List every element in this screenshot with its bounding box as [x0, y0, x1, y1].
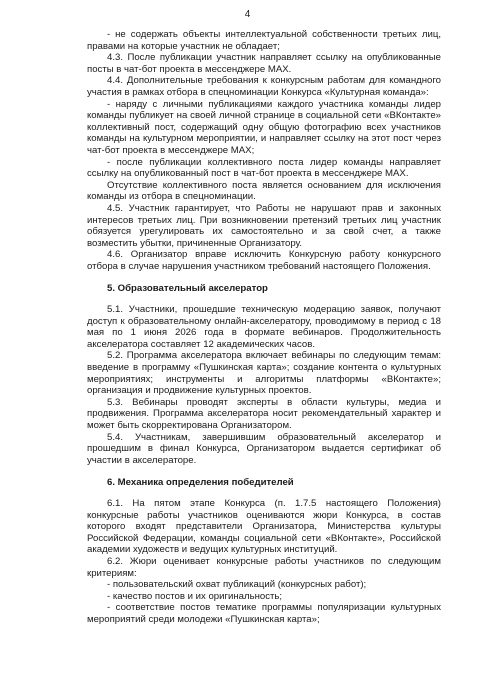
page-number: 4: [244, 9, 251, 20]
paragraph: - не содержать объекты интеллектуальной собственности третьих лиц, правами на которые участник не обладает;: [87, 29, 441, 52]
paragraph: 5.2. Программа акселератора включает вебинары по следующим темам: введение в программу «Пушкинская карта»; создание контента о культурных мероприятиях; инструменты и алгоритмы платформы «ВКонтакте»; организация и продвижение культурных проектов.: [87, 350, 441, 397]
paragraph: 4.3. После публикации участник направляет ссылку на опубликованные посты в чат-бот проекта в мессенджере MAX.: [87, 52, 441, 75]
paragraph: 6.2. Жюри оценивает конкурсные работы участников по следующим критериям:: [87, 555, 441, 579]
section-heading-6: 6. Механика определения победителей: [107, 477, 294, 489]
document-body: [87, 29, 441, 626]
section-heading-5: 5. Образовательный акселератор: [107, 283, 268, 295]
paragraph: 4.6. Организатор вправе исключить Конкурсную работу конкурсного отбора в случае нарушения участником требований настоящего Положения.: [87, 249, 441, 272]
list-item: - качество постов и их оригинальность;: [107, 590, 283, 602]
paragraph: - после публикации коллективного поста лидер команды направляет ссылку на опубликованный пост в чат-бот проекта в мессенджере MAX.: [87, 156, 441, 180]
paragraph: 5.1. Участники, прошедшие техническую модерацию заявок, получают доступ к образовательному онлайн-акселератору, проводимому в период с 18 мая по 1 июня 2026 года в формате вебинаров. Продолжительность акселератора составляет 12 академических часов.: [87, 304, 441, 350]
paragraph: - наряду с личными публикациями каждого участника команды лидер команды публикует на своей личной странице в социальной сети «ВКонтакте» коллективный пост, содержащий одну общую фотографию всех участников команды на культурном мероприятии, и направляет ссылку на этот пост через чат-бот проекта в мессенджере MAX;: [87, 98, 441, 156]
paragraph: 5.4. Участникам, завершившим образовательный акселератор и прошедшим в финал Конкурса, Организатором выдается сертификат об участии в акселераторе.: [87, 431, 441, 466]
paragraph: Отсутствие коллективного поста является основанием для исключения команды из отбора в спецноминации.: [87, 179, 441, 203]
paragraph: 6.1. На пятом этапе Конкурса (п. 1.7.5 настоящего Положения) конкурсные работы участников оцениваются жюри Конкурса, в состав которого входят представители Организатора, Министерства культуры Российской Федерации, команды социальной сети «ВКонтакте», Российской академии художеств и ведущих культурных институций.: [87, 497, 441, 556]
paragraph: 4.4. Дополнительные требования к конкурсным работам для командного участия в рамках отбора в спецноминации Конкурса «Культурная команда»:: [87, 75, 441, 98]
list-item: - пользовательский охват публикаций (конкурсных работ);: [107, 579, 367, 591]
paragraph: 5.3. Вебинары проводят эксперты в области культуры, медиа и продвижения. Программа акселератора носит рекомендательный характер и может быть скорректирована Организатором.: [87, 396, 441, 431]
list-item: - соответствие постов тематике программы популяризации культурных мероприятий среди молодежи «Пушкинская карта»;: [87, 602, 441, 625]
paragraph: 4.5. Участник гарантирует, что Работы не нарушают прав и законных интересов третьих лиц. При возникновении претензий третьих лиц участник обязуется урегулировать их самостоятельно и за свой счет, а также возместить убытки, причиненные Организатору.: [87, 202, 441, 249]
